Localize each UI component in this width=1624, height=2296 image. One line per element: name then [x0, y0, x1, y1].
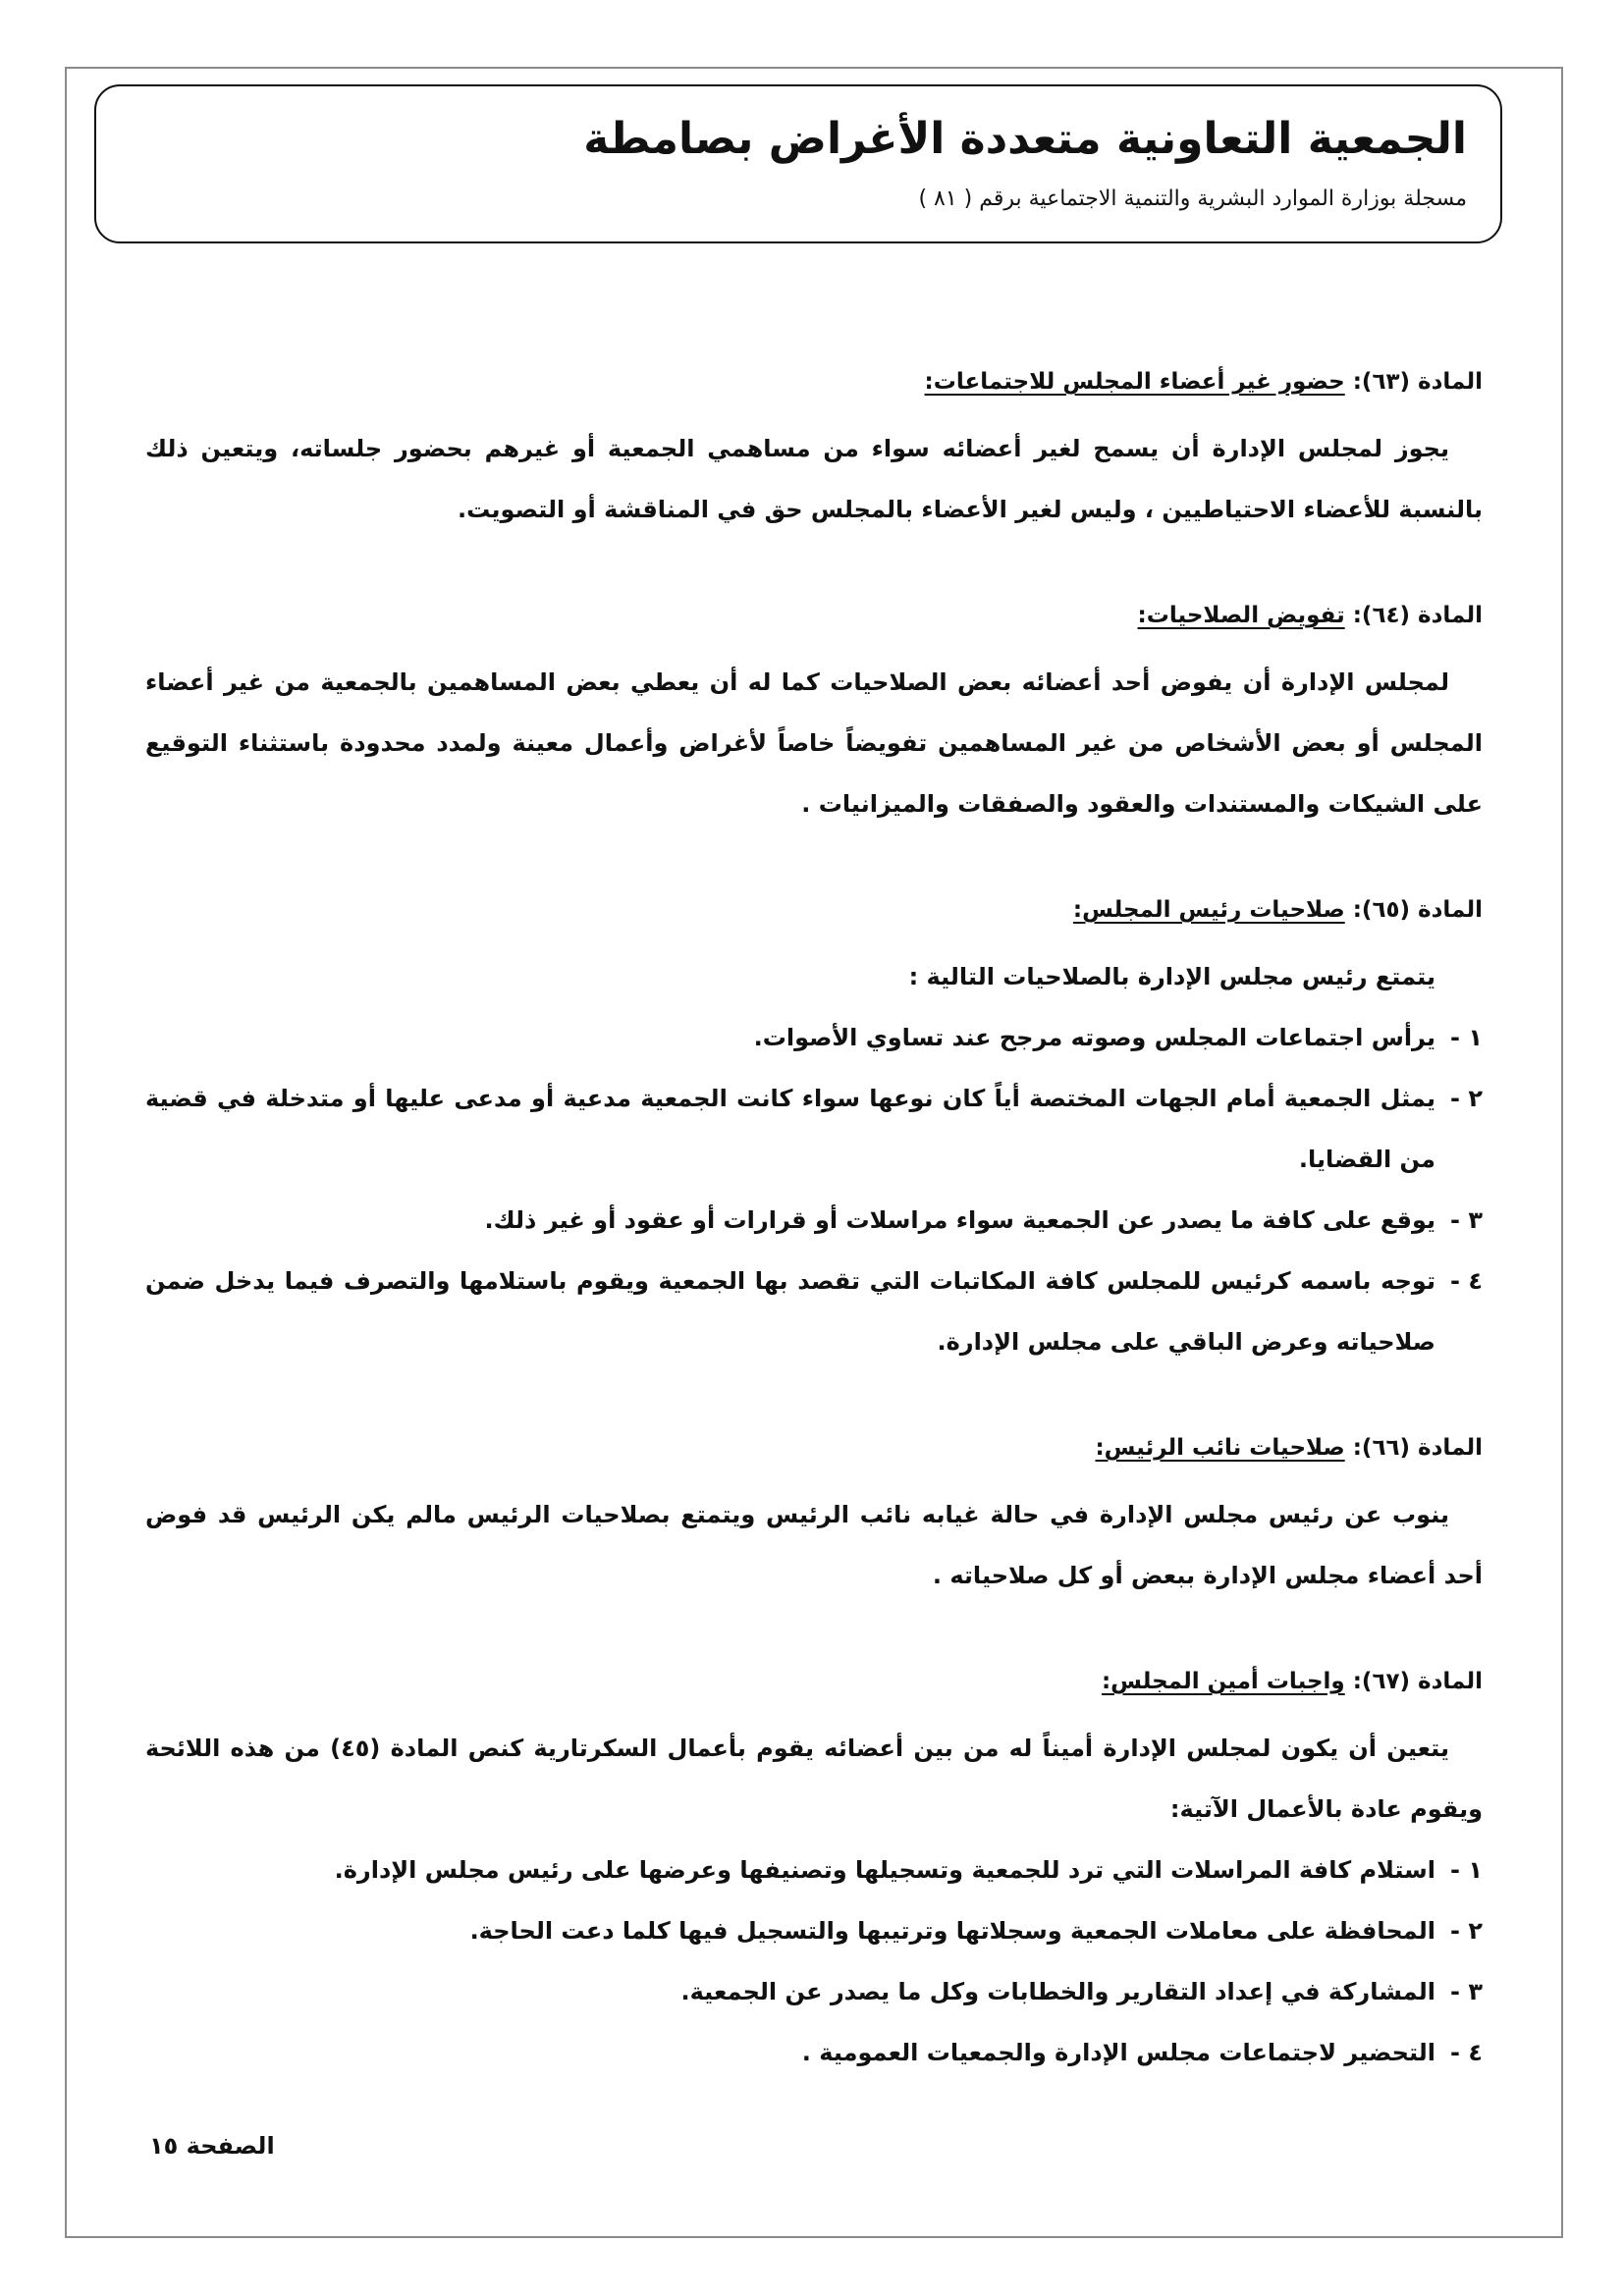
article-63	[145, 367, 1483, 540]
article-label: المادة (٦٧):	[1344, 1669, 1483, 1694]
article-heading	[145, 367, 1483, 397]
article-65	[145, 895, 1483, 1372]
article-title: صلاحيات رئيس المجلس:	[1072, 897, 1345, 923]
document-body	[145, 367, 1483, 2083]
list-item	[145, 1190, 1483, 1251]
document-header	[94, 84, 1502, 243]
article-67	[145, 1667, 1483, 2083]
list-item	[145, 1961, 1483, 2022]
item-text: التحضير لاجتماعات مجلس الإدارة والجمعيات العمومية .	[801, 2039, 1435, 2066]
list-item	[145, 1068, 1483, 1190]
item-text: استلام كافة المراسلات التي ترد للجمعية وتسجيلها وتصنيفها وعرضها على رئيس مجلس الإدارة.	[334, 1856, 1435, 1884]
article-paragraph: لمجلس الإدارة أن يفوض أحد أعضائه بعض الصلاحيات كما له أن يعطي بعض المساهمين بالجمعية من غير أعضاء المجلس أو بعض الأشخاص من غير المساهمين تفويضاً خاصاً لأغراض وأعمال معينة ولمدد محدودة باستثناء التوقيع على الشيكات والمستندات والعقود والصفقات والميزانيات .	[145, 668, 1483, 818]
article-heading	[145, 601, 1483, 630]
item-text: يمثل الجمعية أمام الجهات المختصة أياً كان نوعها سواء كانت الجمعية مدعية أو مدعى عليها أو متدخلة في قضية من القضايا.	[145, 1085, 1435, 1173]
article-64	[145, 601, 1483, 834]
article-title: واجبات أمين المجلس:	[1101, 1669, 1345, 1694]
item-number: ٤ -	[1450, 2039, 1483, 2066]
article-label: المادة (٦٣):	[1344, 369, 1483, 395]
article-intro: يتمتع رئيس مجلس الإدارة بالصلاحيات التالية :	[908, 963, 1435, 990]
page-number: الصفحة ١٥	[149, 2132, 275, 2160]
article-66	[145, 1433, 1483, 1606]
list-item	[145, 1007, 1483, 1068]
article-title: صلاحيات نائب الرئيس:	[1095, 1435, 1345, 1461]
list-item	[145, 2022, 1483, 2083]
item-number: ٣ -	[1450, 1206, 1483, 1234]
item-number: ١ -	[1450, 1024, 1483, 1051]
article-label: المادة (٦٦):	[1344, 1435, 1483, 1461]
item-number: ٤ -	[1450, 1267, 1483, 1295]
article-label: المادة (٦٥):	[1344, 897, 1483, 923]
article-paragraph: ينوب عن رئيس مجلس الإدارة في حالة غيابه نائب الرئيس ويتمتع بصلاحيات الرئيس مالم يكن الرئيس قد فوض أحد أعضاء مجلس الإدارة ببعض أو كل صلاحياته .	[145, 1501, 1483, 1589]
article-paragraph: يتعين أن يكون لمجلس الإدارة أميناً له من بين أعضائه يقوم بأعمال السكرتارية كنص المادة (٤٥) من هذه اللائحة ويقوم عادة بالأعمال الآتية:	[145, 1735, 1483, 1823]
article-heading	[145, 1667, 1483, 1696]
item-text: المحافظة على معاملات الجمعية وسجلاتها وترتيبها والتسجيل فيها كلما دعت الحاجة.	[469, 1917, 1435, 1945]
item-number: ٣ -	[1450, 1978, 1483, 2005]
article-title: تفويض الصلاحيات:	[1137, 603, 1345, 628]
list-item	[145, 1840, 1483, 1900]
article-label: المادة (٦٤):	[1344, 603, 1483, 628]
article-heading	[145, 1433, 1483, 1463]
organization-title: الجمعية التعاونية متعددة الأغراض بصامطة	[583, 114, 1467, 164]
item-text: المشاركة في إعداد التقارير والخطابات وكل ما يصدر عن الجمعية.	[680, 1978, 1435, 2005]
item-text: توجه باسمه كرئيس للمجلس كافة المكاتبات التي تقصد بها الجمعية ويقوم باستلامها والتصرف فيما يدخل ضمن صلاحياته وعرض الباقي على مجلس الإدارة.	[145, 1267, 1435, 1356]
item-number: ٢ -	[1450, 1085, 1483, 1112]
article-title: حضور غير أعضاء المجلس للاجتماعات:	[924, 369, 1345, 395]
item-number: ٢ -	[1450, 1917, 1483, 1945]
list-item	[145, 1900, 1483, 1961]
article-heading	[145, 895, 1483, 925]
list-item	[145, 1251, 1483, 1372]
item-text: يوقع على كافة ما يصدر عن الجمعية سواء مراسلات أو قرارات أو عقود أو غير ذلك.	[484, 1206, 1435, 1234]
registration-subtitle: مسجلة بوزارة الموارد البشرية والتنمية الاجتماعية برقم ( ٨١ )	[918, 187, 1467, 211]
article-paragraph: يجوز لمجلس الإدارة أن يسمح لغير أعضائه سواء من مساهمي الجمعية أو غيرهم بحضور جلساته، ويتعين ذلك بالنسبة للأعضاء الاحتياطيين ، وليس لغير الأعضاء بالمجلس حق في المناقشة أو التصويت.	[145, 435, 1483, 523]
item-number: ١ -	[1450, 1856, 1483, 1884]
item-text: يرأس اجتماعات المجلس وصوته مرجح عند تساوي الأصوات.	[753, 1024, 1435, 1051]
